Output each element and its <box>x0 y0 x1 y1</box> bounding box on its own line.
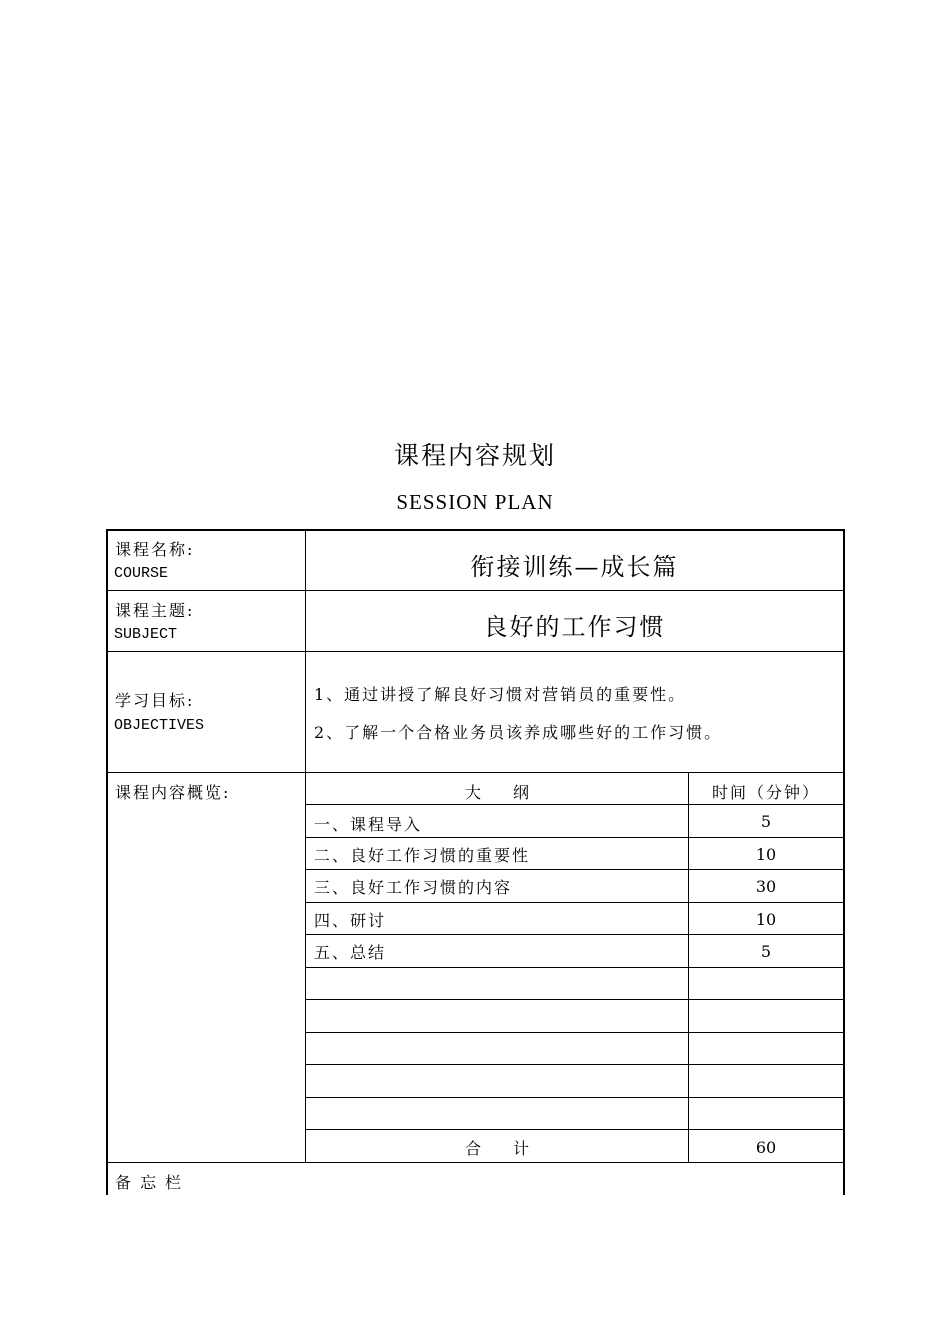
time-row-3: 30 <box>755 877 777 896</box>
row-line <box>106 772 845 773</box>
time-row-2: 10 <box>755 845 777 864</box>
row-line <box>305 1129 845 1130</box>
row-line <box>305 934 845 935</box>
time-column-header: 时间（分钟） <box>711 783 820 802</box>
page-title-en: SESSION PLAN <box>396 490 554 514</box>
objectives-label-cn: 学习目标: <box>115 691 195 710</box>
page-title-cn: 课程内容规划 <box>393 441 556 470</box>
outline-row-3: 三、良好工作习惯的内容 <box>314 878 513 897</box>
row-line <box>305 1097 845 1098</box>
objectives-label-en: OBJECTIVES <box>114 717 205 734</box>
total-label: 合 计 <box>464 1139 529 1158</box>
objective-item-2: 2、了解一个合格业务员该养成哪些好的工作习惯。 <box>314 723 723 742</box>
row-line <box>305 804 845 805</box>
time-row-4: 10 <box>755 910 777 929</box>
course-label-cn: 课程名称: <box>115 540 195 559</box>
subject-label-cn: 课程主题: <box>115 601 195 620</box>
objective-item-1: 1、通过讲授了解良好习惯对营销员的重要性。 <box>314 685 687 704</box>
row-line <box>305 1064 845 1065</box>
subject-label-en: SUBJECT <box>114 626 178 643</box>
course-label-en: COURSE <box>114 565 169 582</box>
memo-label: 备 忘 栏 <box>115 1173 184 1192</box>
outline-row-1: 一、课程导入 <box>314 815 423 834</box>
row-line <box>305 999 845 1000</box>
row-line <box>106 1162 845 1163</box>
row-line <box>106 590 845 591</box>
total-value: 60 <box>755 1138 777 1157</box>
table-border-left <box>106 529 108 1195</box>
table-border-right <box>843 529 845 1195</box>
row-line <box>305 902 845 903</box>
session-plan-table <box>106 529 845 1195</box>
outline-column-header: 大 纲 <box>464 783 529 802</box>
table-border-top <box>106 529 845 531</box>
time-row-5: 5 <box>760 942 772 961</box>
row-line <box>305 869 845 870</box>
row-line <box>305 967 845 968</box>
overview-label: 课程内容概览: <box>115 783 231 802</box>
time-row-1: 5 <box>760 812 772 831</box>
row-line <box>106 651 845 652</box>
outline-row-4: 四、研讨 <box>314 911 387 930</box>
row-line <box>305 837 845 838</box>
outline-row-2: 二、良好工作习惯的重要性 <box>314 846 531 865</box>
subject-value: 良好的工作习惯 <box>483 613 666 641</box>
course-value: 衔接训练—成长篇 <box>470 553 679 581</box>
outline-row-5: 五、总结 <box>314 943 387 962</box>
row-line <box>305 1032 845 1033</box>
